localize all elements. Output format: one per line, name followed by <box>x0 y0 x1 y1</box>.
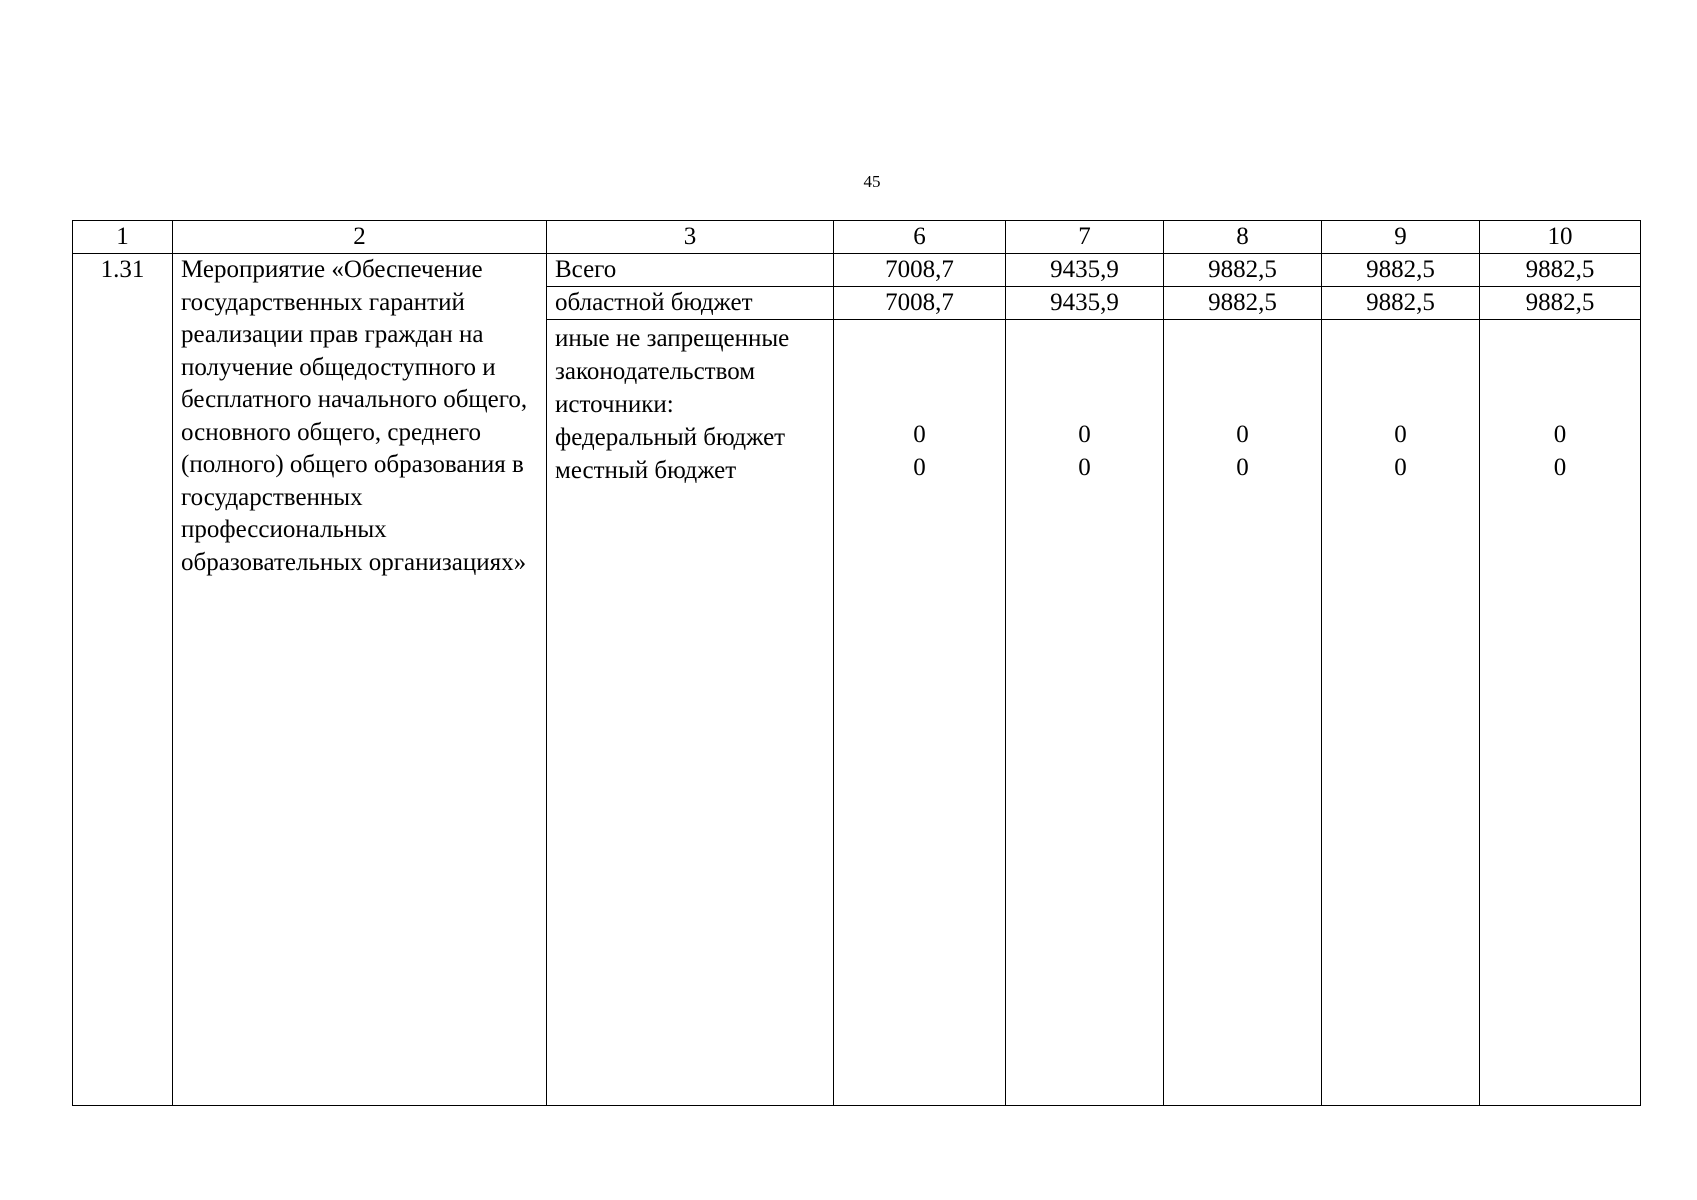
value-column <box>1164 320 1322 1106</box>
other-sources-cell <box>547 320 834 1106</box>
row-number: 1.31 <box>73 254 173 1106</box>
column-header: 9 <box>1322 221 1480 254</box>
value-cell: 0 <box>1394 421 1407 448</box>
value-column <box>1322 320 1480 1106</box>
column-header: 10 <box>1480 221 1641 254</box>
value-cell: 9435,9 <box>1006 287 1164 320</box>
value-cell: 0 <box>1236 454 1249 481</box>
column-header: 1 <box>73 221 173 254</box>
header-row <box>73 221 1641 254</box>
value-cell: 9435,9 <box>1006 254 1164 287</box>
source-label-local: местный бюджет <box>555 457 737 484</box>
source-label-regional: областной бюджет <box>547 287 834 320</box>
value-column <box>834 320 1006 1106</box>
value-cell: 9882,5 <box>1164 254 1322 287</box>
value-cell: 9882,5 <box>1164 287 1322 320</box>
value-cell: 0 <box>913 454 926 481</box>
value-cell: 0 <box>1553 421 1567 448</box>
value-cell: 9882,5 <box>1322 254 1480 287</box>
value-cell: 0 <box>1236 421 1249 448</box>
value-cell: 7008,7 <box>834 287 1006 320</box>
measure-description: Мероприятие «Обеспечение государственных гарантий реализации прав граждан на получение общедоступного и бесплатного начального общего, основного общего, среднего (полного) общего образования в государственных профессиональных образовательных организациях» <box>173 254 547 1106</box>
budget-table <box>72 220 1641 1106</box>
value-cell: 0 <box>1394 454 1407 481</box>
value-column <box>1480 320 1641 1106</box>
column-header: 3 <box>547 221 834 254</box>
page-number: 45 <box>863 172 881 191</box>
column-header: 6 <box>834 221 1006 254</box>
value-cell: 0 <box>1078 421 1091 448</box>
other-sources-label: иные не запрещенные законодательством источники: <box>555 325 790 418</box>
value-column <box>1006 320 1164 1106</box>
source-label-total: Всего <box>547 254 834 287</box>
column-header: 8 <box>1164 221 1322 254</box>
value-cell: 0 <box>913 421 926 448</box>
column-header: 7 <box>1006 221 1164 254</box>
column-header: 2 <box>173 221 547 254</box>
table-row-total <box>73 254 1641 287</box>
source-label-federal: федеральный бюджет <box>555 424 786 451</box>
value-cell: 9882,5 <box>1322 287 1480 320</box>
value-cell: 7008,7 <box>834 254 1006 287</box>
value-cell: 9882,5 <box>1480 287 1641 320</box>
value-cell: 9882,5 <box>1480 254 1641 287</box>
value-cell: 0 <box>1553 454 1567 481</box>
value-cell: 0 <box>1078 454 1091 481</box>
